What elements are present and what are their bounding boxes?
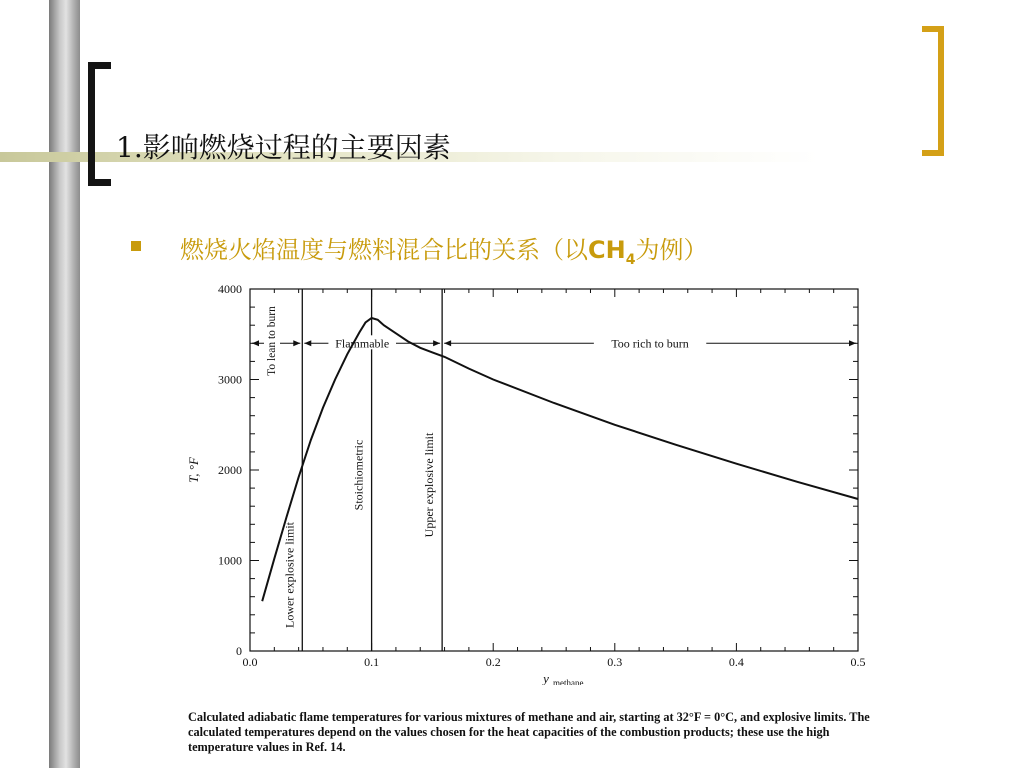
vertical-line-label: Lower explosive limit xyxy=(282,522,297,628)
slide-title: 1.影响燃烧过程的主要因素 xyxy=(116,131,451,164)
y-tick-label: 4000 xyxy=(218,282,242,296)
x-tick-label: 0.5 xyxy=(850,655,866,669)
vertical-line-label: Stoichiometric xyxy=(351,439,366,511)
x-tick-label: 0.1 xyxy=(364,655,380,669)
y-tick-label: 0 xyxy=(236,644,242,658)
right-bracket xyxy=(922,26,944,156)
bullet-formula-subscript: 4 xyxy=(625,251,636,268)
y-tick-label: 3000 xyxy=(218,372,242,387)
x-tick-label: 0.2 xyxy=(485,655,501,669)
region-label: Too rich to burn xyxy=(611,336,689,351)
bullet-text-main: 燃烧火焰温度与燃料混合比的关系（以 xyxy=(180,236,588,264)
figure-caption: Calculated adiabatic flame temperatures for various mixtures of methane and air, starting at 32°F = 0°C, and explosive limits. The calculated temperatures depend on the values chosen for the heat capacities of the combustion products; these use the high temperature values in Ref. 14. xyxy=(188,710,870,754)
bullet-square-icon xyxy=(131,241,141,251)
x-tick-label: 0.4 xyxy=(728,655,744,669)
region-label: To lean to burn xyxy=(266,306,278,376)
x-axis-label: y xyxy=(543,671,549,685)
bullet-text-suffix: 为例） xyxy=(635,236,708,264)
x-tick-label: 0.0 xyxy=(242,655,258,669)
left-decorative-bar xyxy=(49,0,80,768)
region-label: Flammable xyxy=(335,336,390,351)
y-tick-label: 2000 xyxy=(218,463,242,477)
region-arrow-head-right xyxy=(433,340,440,346)
region-arrow-head-left xyxy=(304,340,311,346)
flame-temperature-chart xyxy=(170,275,890,685)
x-tick-label: 0.3 xyxy=(607,655,623,669)
region-arrow-head-left xyxy=(444,340,451,346)
x-axis-label-subscript: methane xyxy=(553,678,584,685)
y-axis-label: T, °F xyxy=(186,457,201,483)
region-arrow-head-right xyxy=(293,340,300,346)
region-arrow-head-left xyxy=(252,340,259,346)
vertical-line-label: Upper explosive limit xyxy=(422,432,437,538)
y-tick-label: 1000 xyxy=(218,553,242,568)
bullet-formula: CH xyxy=(588,236,626,264)
bullet-text xyxy=(180,230,707,268)
region-arrow-head-right xyxy=(849,340,856,346)
left-bracket xyxy=(88,62,111,186)
